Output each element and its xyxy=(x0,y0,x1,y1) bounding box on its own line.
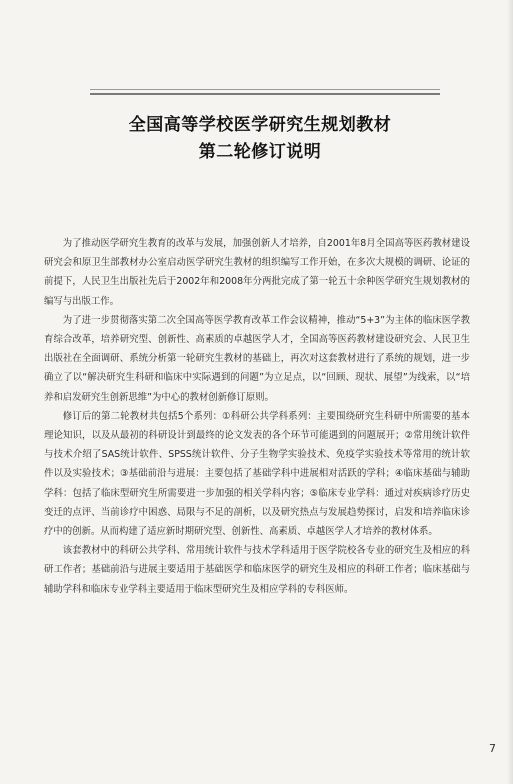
paragraph: 为了推动医学研究生教育的改革与发展，加强创新人才培养，自2001年8月全国高等医药教材建设研究会和原卫生部教材办公室启动医学研究生教材的组织编写工作开始，在多次大规模的调研、论证的前提下，人民卫生出版社先后于2002年和2008年分两批完成了第一轮五十余种医学研究生规划教材的编写与出版工作。 xyxy=(44,238,470,307)
page-number: 7 xyxy=(489,742,496,755)
paragraph: 为了进一步贯彻落实第二次全国高等医学教育改革工作会议精神，推动“5+3”为主体的临床医学教育综合改革，培养研究型、创新性、高素质的卓越医学人才，全国高等医药教材建设研究会、人民卫生出版社在全面调研、系统分析第一轮研究生教材的基础上，再次对这套教材进行了系统的规划，进一步确立了以“解决研究生科研和临床中实际遇到的问题”为立足点，以“回顾、现状、展望”为线索，以“培养和启发研究生创新思维”为中心的教材创新修订原则。 xyxy=(44,314,470,403)
title-block xyxy=(60,112,460,166)
title-line-2: 第二轮修订说明 xyxy=(198,142,322,162)
page-edge-shadow xyxy=(507,0,513,784)
title-line-1: 全国高等学校医学研究生规划教材 xyxy=(128,115,392,135)
body-text xyxy=(44,234,470,599)
top-rule-thick xyxy=(90,93,440,95)
paragraph: 修订后的第二轮教材共包括5个系列：①科研公共学科系列：主要围绕研究生科研中所需要的基本理论知识，以及从最初的科研设计到最终的论文发表的各个环节可能遇到的问题展开；②常用统计软件与技术介绍了SAS统计软件、SPSS统计软件、分子生物学实验技术、免疫学实验技术等常用的统计软件以及实验技术；③基础前沿与进展：主要包括了基础学科中进展相对活跃的学科；④临床基础与辅助学科：包括了临床型研究生所需要进一步加强的相关学科内容；⑤临床专业学科：通过对疾病诊疗历史变迁的点评、当前诊疗中困惑、局限与不足的剖析，以及研究热点与发展趋势探讨，启发和培养临床诊疗中的创新。从而构建了适应新时期研究型、创新性、高素质、卓越医学人才培养的教材体系。 xyxy=(44,410,470,538)
top-rule xyxy=(90,89,440,90)
paragraph: 该套教材中的科研公共学科、常用统计软件与技术学科适用于医学院校各专业的研究生及相应的科研工作者；基础前沿与进展主要适用于基础医学和临床医学的研究生及相应的科研工作者；临床基础与辅助学科和临床专业学科主要适用于临床型研究生及相应学科的专科医师。 xyxy=(44,545,470,595)
